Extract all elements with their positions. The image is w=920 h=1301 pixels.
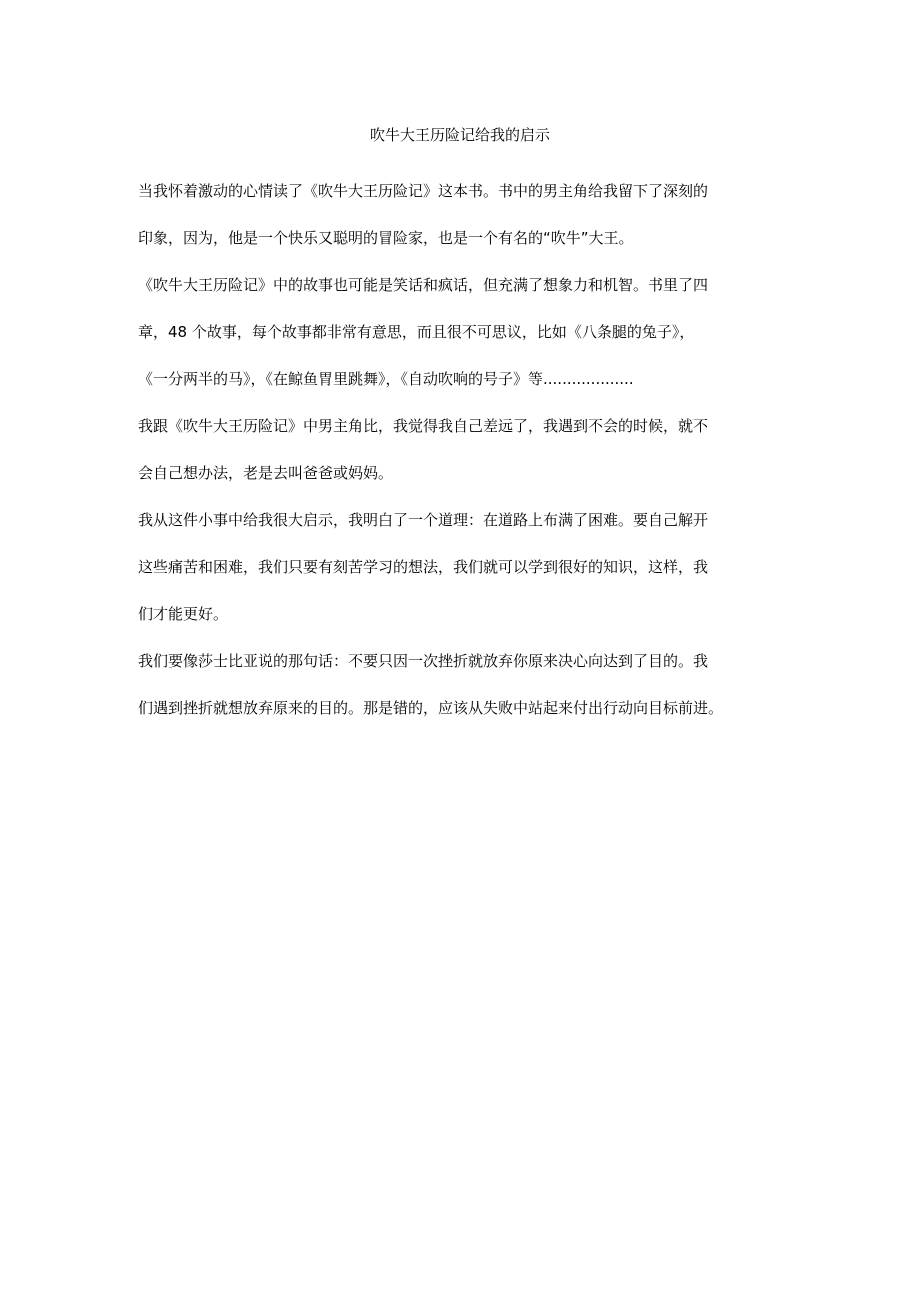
text-line: 会自己想办法，老是去叫爸爸或妈妈。 [138, 464, 394, 482]
text-line: 当我怀着激动的心情读了《吹牛大王历险记》这本书。书中的男主角给我留下了深刻的 [138, 182, 709, 200]
paragraph-4 [138, 497, 788, 638]
text-line: 章，48 个故事，每个故事都非常有意思，而且很不可思议，比如《八条腿的兔子》， [138, 323, 695, 341]
paragraph-5 [138, 638, 788, 732]
document-title: 吹牛大王历险记给我的启示 [369, 126, 550, 144]
paragraph-1 [138, 168, 788, 262]
text-line: 《吹牛大王历险记》中的故事也可能是笑话和疯话，但充满了想象力和机智。书里了四 [138, 276, 709, 294]
text-line: 们才能更好。 [138, 605, 229, 623]
text-line: 我从这件小事中给我很大启示，我明白了一个道理：在道路上布满了困难。要自己解开 [138, 511, 709, 529]
text-line: 我们要像莎士比亚说的那句话：不要只因一次挫折就放弃你原来决心向达到了目的。我 [138, 652, 709, 670]
text-line: 们遇到挫折就想放弃原来的目的。那是错的，应该从失败中站起来付出行动向目标前进。 [138, 699, 724, 717]
text-line: 我跟《吹牛大王历险记》中男主角比，我觉得我自己差远了，我遇到不会的时候，就不 [138, 417, 709, 435]
text-line: 《一分两半的马》，《在鲸鱼胃里跳舞》，《自动吹响的号子》等................... [138, 370, 634, 388]
text-line: 印象，因为，他是一个快乐又聪明的冒险家，也是一个有名的“吹牛”大王。 [138, 229, 634, 247]
text-line: 这些痛苦和困难，我们只要有刻苦学习的想法，我们就可以学到很好的知识，这样，我 [138, 558, 709, 576]
paragraph-3 [138, 403, 788, 497]
document-body [138, 168, 788, 732]
paragraph-2 [138, 262, 788, 403]
